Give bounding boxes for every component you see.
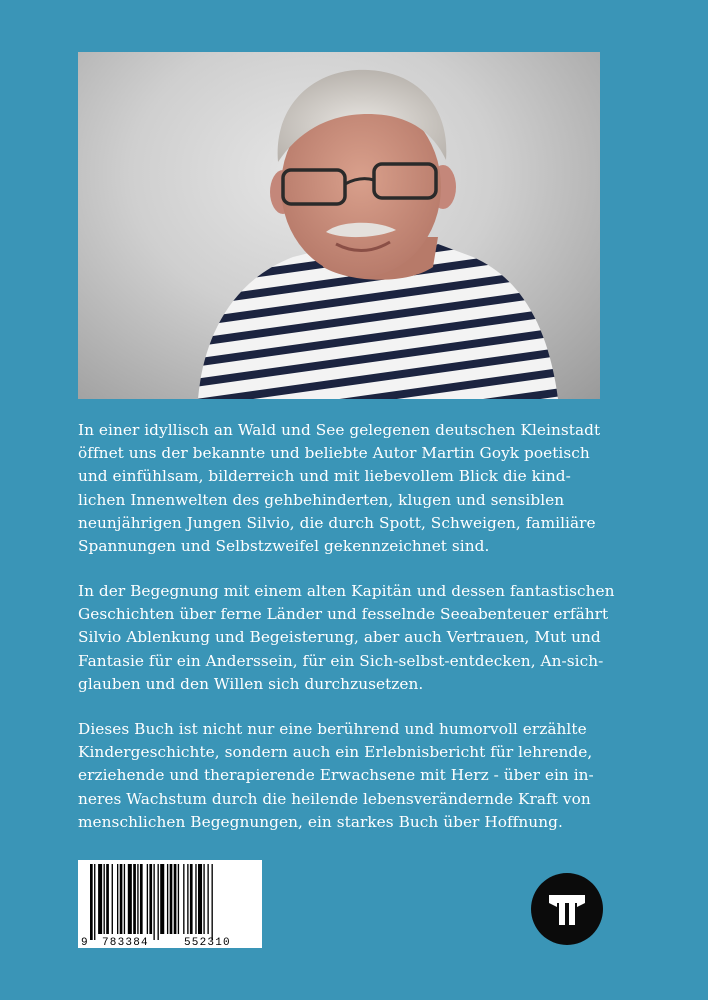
barcode-bar (128, 864, 132, 934)
barcode-bar (137, 864, 138, 934)
blurb-line: neres Wachstum durch die heilende lebensverändernde Kraft von (78, 789, 591, 808)
blurb-paragraph-1 (78, 419, 618, 558)
barcode-bars (90, 864, 213, 940)
blurb-line: Geschichten über ferne Länder und fesselnde Seeabenteuer erfährt (78, 605, 609, 624)
blurb-line: In einer idyllisch an Wald und See gelegenen deutschen Kleinstadt (78, 421, 601, 439)
blurb-paragraph-3 (78, 718, 618, 834)
blurb-line: Spannungen und Selbstzweifel gekennzeichnet sind. (78, 537, 490, 556)
barcode-bar (158, 864, 159, 940)
barcode-bar (98, 864, 102, 934)
barcode-bar (112, 864, 113, 934)
barcode-bar (160, 864, 164, 934)
barcode-bar (147, 864, 148, 934)
barcode-graphic (78, 860, 262, 948)
barcode-digit-first: 9 (81, 937, 88, 948)
barcode-bar (178, 864, 179, 934)
barcode-bar (174, 864, 177, 934)
publisher-logo-icon (531, 873, 603, 945)
barcode-bar (120, 864, 123, 934)
author-photo (78, 52, 600, 399)
publisher-logo (531, 873, 603, 945)
barcode-bar (140, 864, 143, 934)
barcode-bar (203, 864, 204, 934)
barcode-bar (106, 864, 109, 934)
barcode-bar (133, 864, 136, 934)
barcode-bar (117, 864, 118, 934)
blurb-line: lichen Innenwelten des gehbehinderten, klugen und sensiblen (78, 490, 565, 509)
blurb-line: öffnet uns der bekannte und beliebte Autor Martin Goyk poetisch (78, 444, 590, 463)
barcode-bar (170, 864, 173, 934)
blurb-line: Kindergeschichte, sondern auch ein Erlebnisbericht für lehrende, (78, 743, 593, 762)
barcode-bar (90, 864, 93, 940)
blurb-line: Dieses Buch ist nicht nur eine berührend und humorvoll erzählte (78, 720, 587, 738)
blurb-line: erziehende und therapierende Erwachsene mit Herz - über ein in- (78, 766, 594, 785)
barcode-bar (94, 864, 95, 940)
barcode-bar (104, 864, 105, 934)
blurb-line: neunjährigen Jungen Silvio, die durch Spott, Schweigen, familiäre (78, 513, 596, 532)
barcode-bar (167, 864, 168, 934)
barcode-bar (124, 864, 125, 934)
barcode-bar (153, 864, 154, 940)
blurb-line: In der Begegnung mit einem alten Kapitän und dessen fantastischen (78, 582, 615, 600)
blurb-line: menschlichen Begegnungen, ein starkes Buch über Hoffnung. (78, 812, 563, 831)
blurb-line: Silvio Ablenkung und Begeisterung, aber auch Vertrauen, Mut und (78, 628, 601, 647)
barcode-bar (212, 864, 213, 940)
barcode-bar (198, 864, 202, 934)
author-portrait-photo (78, 52, 600, 399)
barcode-bar (183, 864, 184, 934)
barcode-bar (187, 864, 188, 934)
blurb-paragraph-2 (78, 580, 618, 696)
barcode-bar (190, 864, 193, 934)
blurb-line: Fantasie für ein Anderssein, für ein Sich-selbst-entdecken, An-sich- (78, 651, 604, 670)
barcode-bar (195, 864, 196, 934)
barcode-digits-right: 552310 (184, 937, 231, 948)
barcode-digits-left: 783384 (102, 937, 149, 948)
blurb-line: und einfühlsam, bilderreich und mit liebevollem Blick die kind- (78, 467, 571, 486)
barcode-bar (207, 864, 208, 934)
barcode-bar (149, 864, 152, 934)
isbn-barcode (78, 860, 262, 948)
blurb-line: glauben und den Willen sich durchzusetzen. (78, 674, 424, 693)
